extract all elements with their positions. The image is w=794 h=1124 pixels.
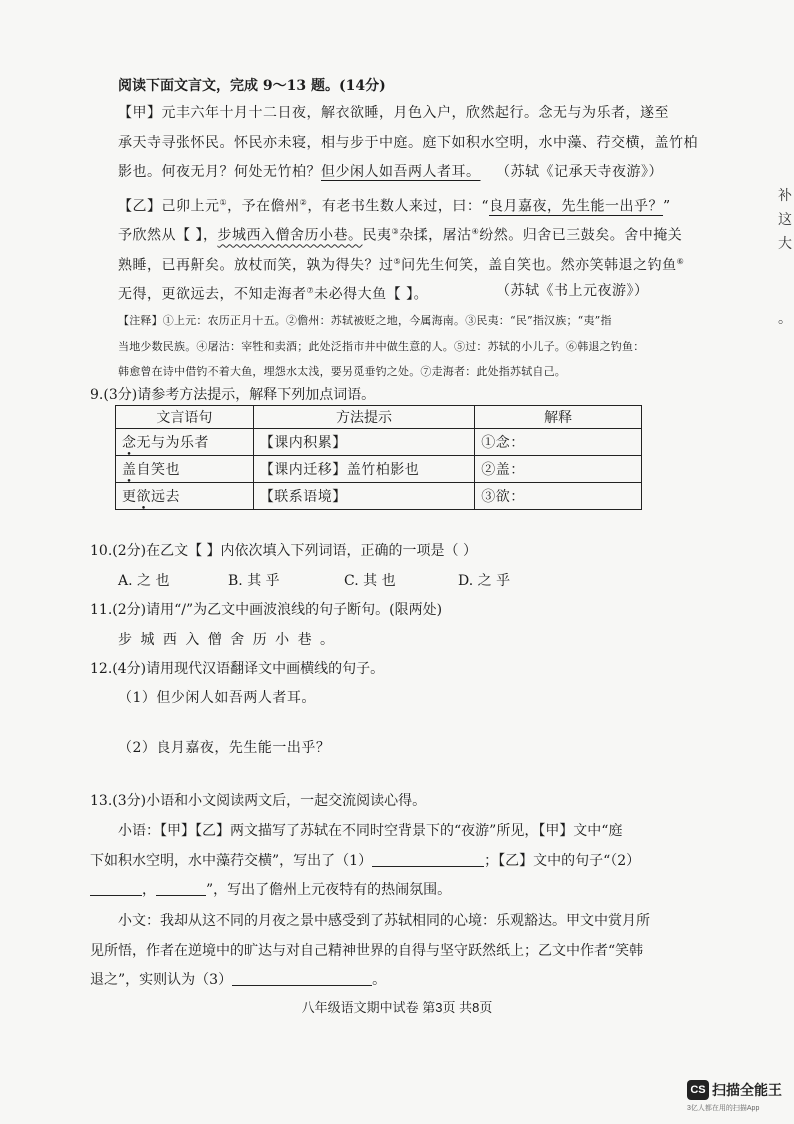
- q10-option-b[interactable]: B. 其 乎: [228, 573, 280, 589]
- yi-text: 无得，更欲远去，不知走海者: [118, 286, 307, 303]
- answer-blank-3[interactable]: [232, 971, 372, 986]
- q12-stem: 12.(4分)请用现代汉语翻译文中画横线的句子。: [90, 661, 385, 677]
- yi-line-2: [118, 222, 682, 246]
- table-row: [116, 456, 642, 483]
- note-marker: ④: [471, 227, 480, 236]
- note-marker: ⑥: [676, 257, 685, 266]
- hint-cell: 【课内迁移】盖竹柏影也: [253, 456, 475, 483]
- edge-char: 。: [778, 311, 792, 327]
- q13-text: ，: [142, 882, 156, 898]
- q10-option-c[interactable]: C. 其 也: [344, 573, 396, 589]
- yi-text: 熟睡，已再鼾矣。放杖而笑，孰为得失？过: [118, 257, 394, 274]
- q9-table: [115, 405, 642, 510]
- q13-p1-line-2: [90, 851, 640, 871]
- q13-text: 下如积水空明，水中藻荇交横”，写出了（1）: [90, 853, 373, 869]
- q11-stem: 11.(2分)请用“/”为乙文中画波浪线的句子断句。(限两处): [90, 602, 443, 618]
- sentence-text: 更: [122, 489, 137, 505]
- table-row: [116, 429, 642, 456]
- q13-p2-line-1: 小文：我却从这不同的月夜之景中感受到了苏轼相同的心境：乐观豁达。甲文中赏月所: [118, 913, 650, 929]
- scanner-logo-icon: CS: [687, 1080, 709, 1100]
- yi-text: ”: [663, 198, 671, 215]
- answer-blank-2a[interactable]: [90, 881, 142, 896]
- q11-sentence: 步 城 西 入 僧 舍 历 小 巷 。: [118, 632, 337, 648]
- q13-p1-line-3: [90, 880, 451, 900]
- yi-text: 杂揉，屠沽: [399, 227, 472, 244]
- note-marker: ③: [391, 227, 400, 236]
- q12-item-2: （2）良月嘉夜，先生能一出乎？: [118, 740, 331, 756]
- dotted-word: 盖: [122, 462, 137, 478]
- answer-cell[interactable]: ②盖：: [475, 456, 642, 483]
- dotted-word: 欲: [136, 489, 151, 505]
- page-footer: 八年级语文期中试卷 第3页 共8页: [301, 1000, 493, 1015]
- scanner-tagline: 3亿人都在用的扫描App: [687, 1105, 760, 1112]
- q12-item-1: （1）但少闲人如吾两人者耳。: [118, 690, 316, 706]
- q13-text: ；【乙】文中的句子“（2）: [484, 853, 641, 869]
- yi-text: 【乙】己卯上元: [118, 198, 220, 215]
- notes-line-3: 韩愈曾在诗中借钓不着大鱼，埋怨水太浅，要另觅垂钓之处。⑦走海者：此处指苏轼自己。: [118, 365, 566, 378]
- jia-underlined-sentence: 但少闲人如吾两人者耳。: [321, 164, 481, 180]
- jia-line-3-text: 影也。何夜无月？何处无竹柏？: [118, 164, 321, 180]
- note-marker: ⑤: [393, 257, 402, 266]
- edge-char: 这: [778, 212, 792, 228]
- sentence-cell: [116, 456, 254, 483]
- answer-blank-2b[interactable]: [156, 881, 206, 896]
- table-header: 解释: [475, 406, 642, 429]
- q13-text: 退之”，实则认为（3）: [90, 972, 233, 988]
- note-marker: ①: [219, 198, 228, 207]
- q13-text: ”，写出了儋州上元夜特有的热闹氛围。: [206, 882, 452, 898]
- yi-line-4: [118, 281, 428, 305]
- q9-stem: 9.(3分)请参考方法提示，解释下列加点词语。: [90, 387, 376, 403]
- scanner-name: 扫描全能王: [712, 1082, 782, 1098]
- yi-text: ，予在儋州: [227, 198, 300, 215]
- yi-underlined-sentence: 良月嘉夜，先生能一出乎？: [489, 198, 664, 215]
- yi-line-3: [118, 252, 684, 276]
- yi-wavy-sentence: 步城西入僧舍历小巷。: [217, 227, 363, 244]
- sentence-cell: [116, 429, 254, 456]
- yi-text: 民夷: [362, 227, 392, 244]
- answer-blank-1[interactable]: [372, 852, 484, 867]
- edge-char: 补: [778, 188, 792, 204]
- q13-text: 。: [372, 972, 387, 988]
- sentence-text: 自笑也: [136, 462, 180, 478]
- q13-p1-line-1: 小语：【甲】【乙】两文描写了苏轼在不同时空背景下的“夜游”所见，【甲】文中“庭: [118, 823, 623, 839]
- jia-line-2: 承天寺寻张怀民。怀民亦未寝，相与步于中庭。庭下如积水空明，水中藻、荇交横，盖竹柏: [118, 135, 698, 151]
- yi-text: 纷然。归舍已三鼓矣。舍中掩关: [479, 227, 683, 244]
- q13-stem: 13.(3分)小语和小文阅读两文后，一起交流阅读心得。: [90, 793, 427, 809]
- sentence-text: 远去: [151, 489, 180, 505]
- q10-option-d[interactable]: D. 之 乎: [458, 573, 511, 589]
- jia-line-1: 【甲】元丰六年十月十二日夜，解衣欲睡，月色入户，欣然起行。念无与为乐者，遂至: [118, 105, 669, 121]
- q10-option-a[interactable]: A. 之 也: [118, 573, 170, 589]
- yi-line-1: [118, 193, 671, 217]
- table-row: [116, 483, 642, 510]
- yi-source: （苏轼《书上元夜游》）: [496, 283, 649, 299]
- notes-line-1: 【注释】①上元：农历正月十五。②儋州：苏轼被贬之地，今属海南。③民夷：“民”指汉族；“夷”指: [118, 314, 612, 327]
- note-marker: ⑦: [306, 286, 315, 295]
- notes-line-2: 当地少数民族。④屠沽：宰牲和卖酒；此处泛指市井中做生意的人。⑤过：苏轼的小儿子。⑥韩退之钓鱼：: [118, 340, 645, 353]
- jia-source: （苏轼《记承天寺夜游》）: [496, 164, 663, 180]
- answer-cell[interactable]: ①念：: [475, 429, 642, 456]
- jia-line-3: [118, 162, 481, 182]
- table-header: 方法提示: [253, 406, 475, 429]
- table-header: 文言语句: [116, 406, 254, 429]
- hint-cell: 【联系语境】: [253, 483, 475, 510]
- answer-cell[interactable]: ③欲：: [475, 483, 642, 510]
- q10-stem: 10.(2分)在乙文【 】内依次填入下列词语，正确的一项是（ ）: [90, 543, 477, 559]
- yi-text: 未必得大鱼【 】。: [314, 286, 429, 303]
- edge-char: 大: [778, 236, 792, 252]
- yi-text: ，有老书生数人来过，曰：“: [307, 198, 490, 215]
- hint-cell: 【课内积累】: [253, 429, 475, 456]
- dotted-word: 念: [122, 435, 137, 451]
- q13-p2-line-2: 见所悟，作者在逆境中的旷达与对自己精神世界的自得与坚守跃然纸上；乙文中作者“笑韩: [90, 943, 644, 959]
- note-marker: ②: [299, 198, 308, 207]
- section-title: 阅读下面文言文，完成 9～13 题。(14分): [118, 78, 386, 94]
- yi-text: 问先生何笑，盖自笑也。然亦笑韩退之钓鱼: [401, 257, 677, 274]
- yi-text: 予欣然从【 】，: [118, 227, 218, 244]
- table-header-row: [116, 406, 642, 429]
- sentence-text: 无与为乐者: [136, 435, 209, 451]
- sentence-cell: [116, 483, 254, 510]
- q13-p2-line-3: [90, 970, 386, 990]
